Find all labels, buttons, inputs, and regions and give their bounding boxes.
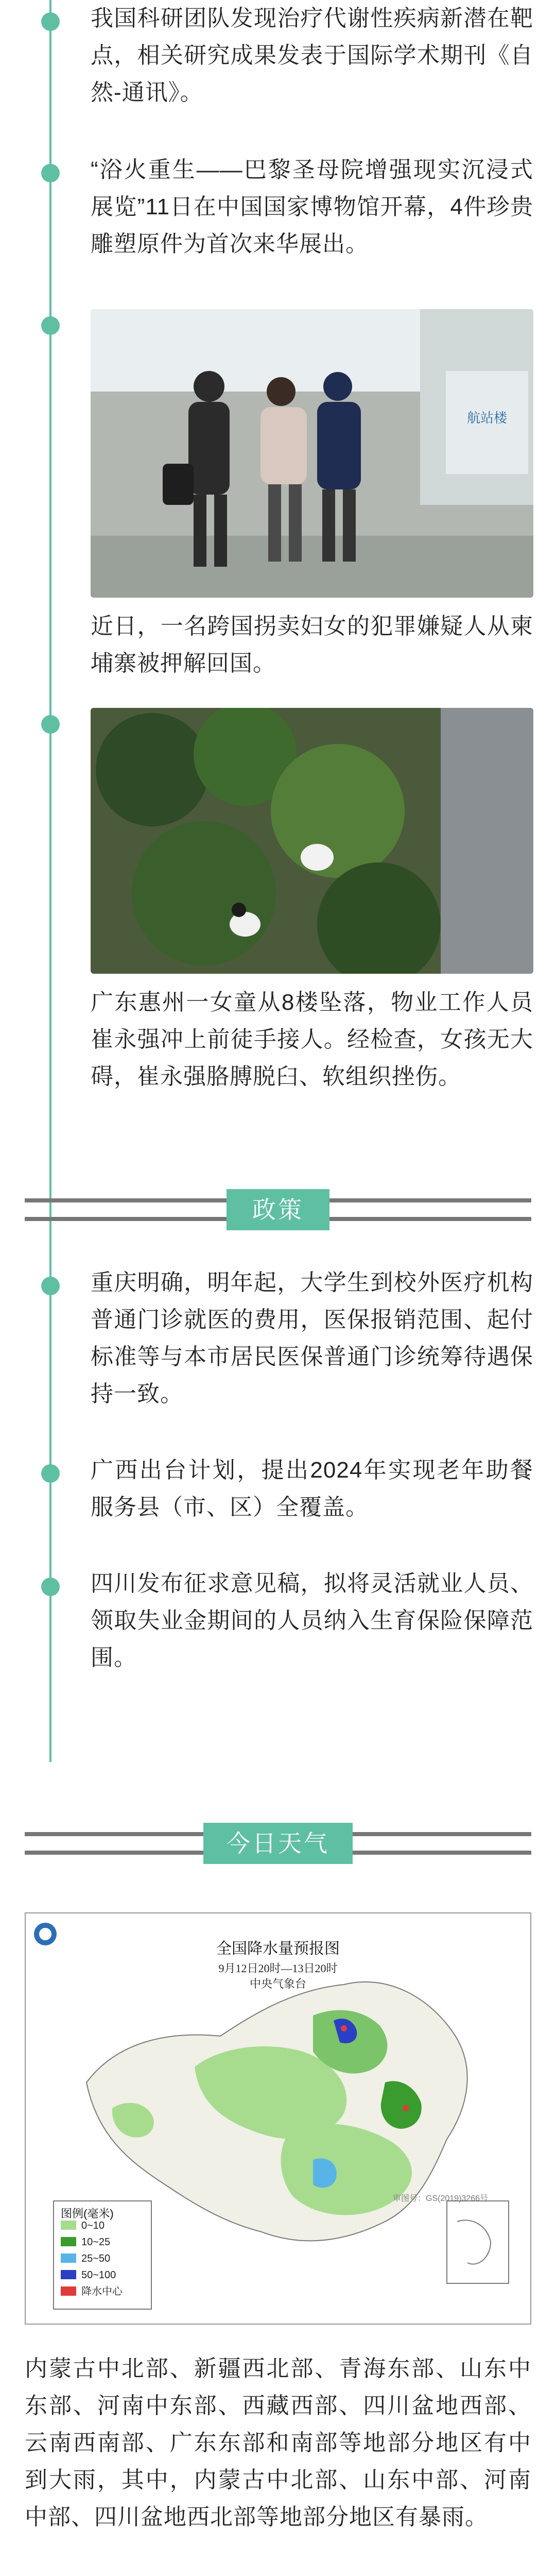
section-title-policy: 政策 <box>227 1189 329 1230</box>
legend-swatch <box>61 2286 76 2296</box>
legend-label: 降水中心 <box>81 2286 123 2297</box>
section-header-policy <box>25 1189 531 1230</box>
legend-label: 50~100 <box>81 2269 116 2281</box>
timeline-dot <box>41 316 60 335</box>
policy-item-1: 重庆明确，明年起，大学生到校外医疗机构普通门诊就医的费用，医保报销范围、起付标准等与本市居民医保普通门诊统筹待遇保持一致。 <box>91 1270 533 1406</box>
news-item-1: 我国科研团队发现治疗代谢性疾病新潜在靶点，相关研究成果发表于国际学术期刊《自然-通讯》。 <box>91 6 533 105</box>
timeline-dot <box>41 715 60 734</box>
legend-swatch <box>61 2237 76 2246</box>
weather-map-org: 中央气象台 <box>249 1977 307 1990</box>
news-item-3: 近日，一名跨国拐卖妇女的犯罪嫌疑人从柬埔寨被押解回国。 <box>91 614 533 676</box>
timeline-dot <box>41 164 60 182</box>
policy-item-2: 广西出台计划，提出2024年实现老年助餐服务县（市、区）全覆盖。 <box>91 1458 533 1520</box>
news-photo-airport <box>91 309 533 598</box>
section-title-weather: 今日天气 <box>203 1823 353 1864</box>
timeline-dot <box>41 1277 60 1295</box>
news-item-4: 广东惠州一女童从8楼坠落，物业工作人员崔永强冲上前徒手接人。经检查，女孩无大碍，崔永强胳膊脱臼、软组织挫伤。 <box>91 990 533 1089</box>
legend-label: 25~50 <box>81 2253 111 2264</box>
news-item-2: “浴火重生——巴黎圣母院增强现实沉浸式展览”11日在中国国家博物馆开幕，4件珍贵雕塑原件为首次来华展出。 <box>91 157 533 257</box>
legend-swatch <box>61 2270 76 2279</box>
weather-map-title: 全国降水量预报图 <box>216 1940 340 1957</box>
weather-map <box>25 1912 531 2325</box>
legend-title: 图例(毫米) <box>61 2207 114 2220</box>
section-header-weather <box>25 1823 531 1864</box>
weather-map-legend <box>54 2201 151 2309</box>
weather-map-note: 审图号：GS(2019)3266号 <box>393 2194 488 2203</box>
timeline-dot <box>41 1464 60 1483</box>
news-photo-rescue <box>91 708 533 974</box>
legend-label: 0~10 <box>81 2220 105 2231</box>
timeline-dot <box>41 1578 60 1596</box>
legend-swatch <box>61 2221 76 2230</box>
legend-swatch <box>61 2253 76 2263</box>
legend-label: 10~25 <box>81 2236 111 2248</box>
policy-item-3: 四川发布征求意见稿，拟将灵活就业人员、领取失业金期间的人员纳入生育保险保障范围。 <box>91 1571 533 1670</box>
timeline-line <box>49 0 51 1762</box>
timeline-dot <box>41 12 60 31</box>
weather-description: 内蒙古中北部、新疆西北部、青海东部、山东中东部、河南中东部、西藏西部、四川盆地西部、云南西南部、广东东部和南部等地部分地区有中到大雨，其中，内蒙古中北部、山东中部、河南中部、四川盆地西北部等地部分地区有暴雨。 <box>25 2356 531 2530</box>
airport-sign-text: 航站楼 <box>466 410 508 426</box>
weather-map-date: 9月12日20时—13日20时 <box>218 1962 338 1975</box>
